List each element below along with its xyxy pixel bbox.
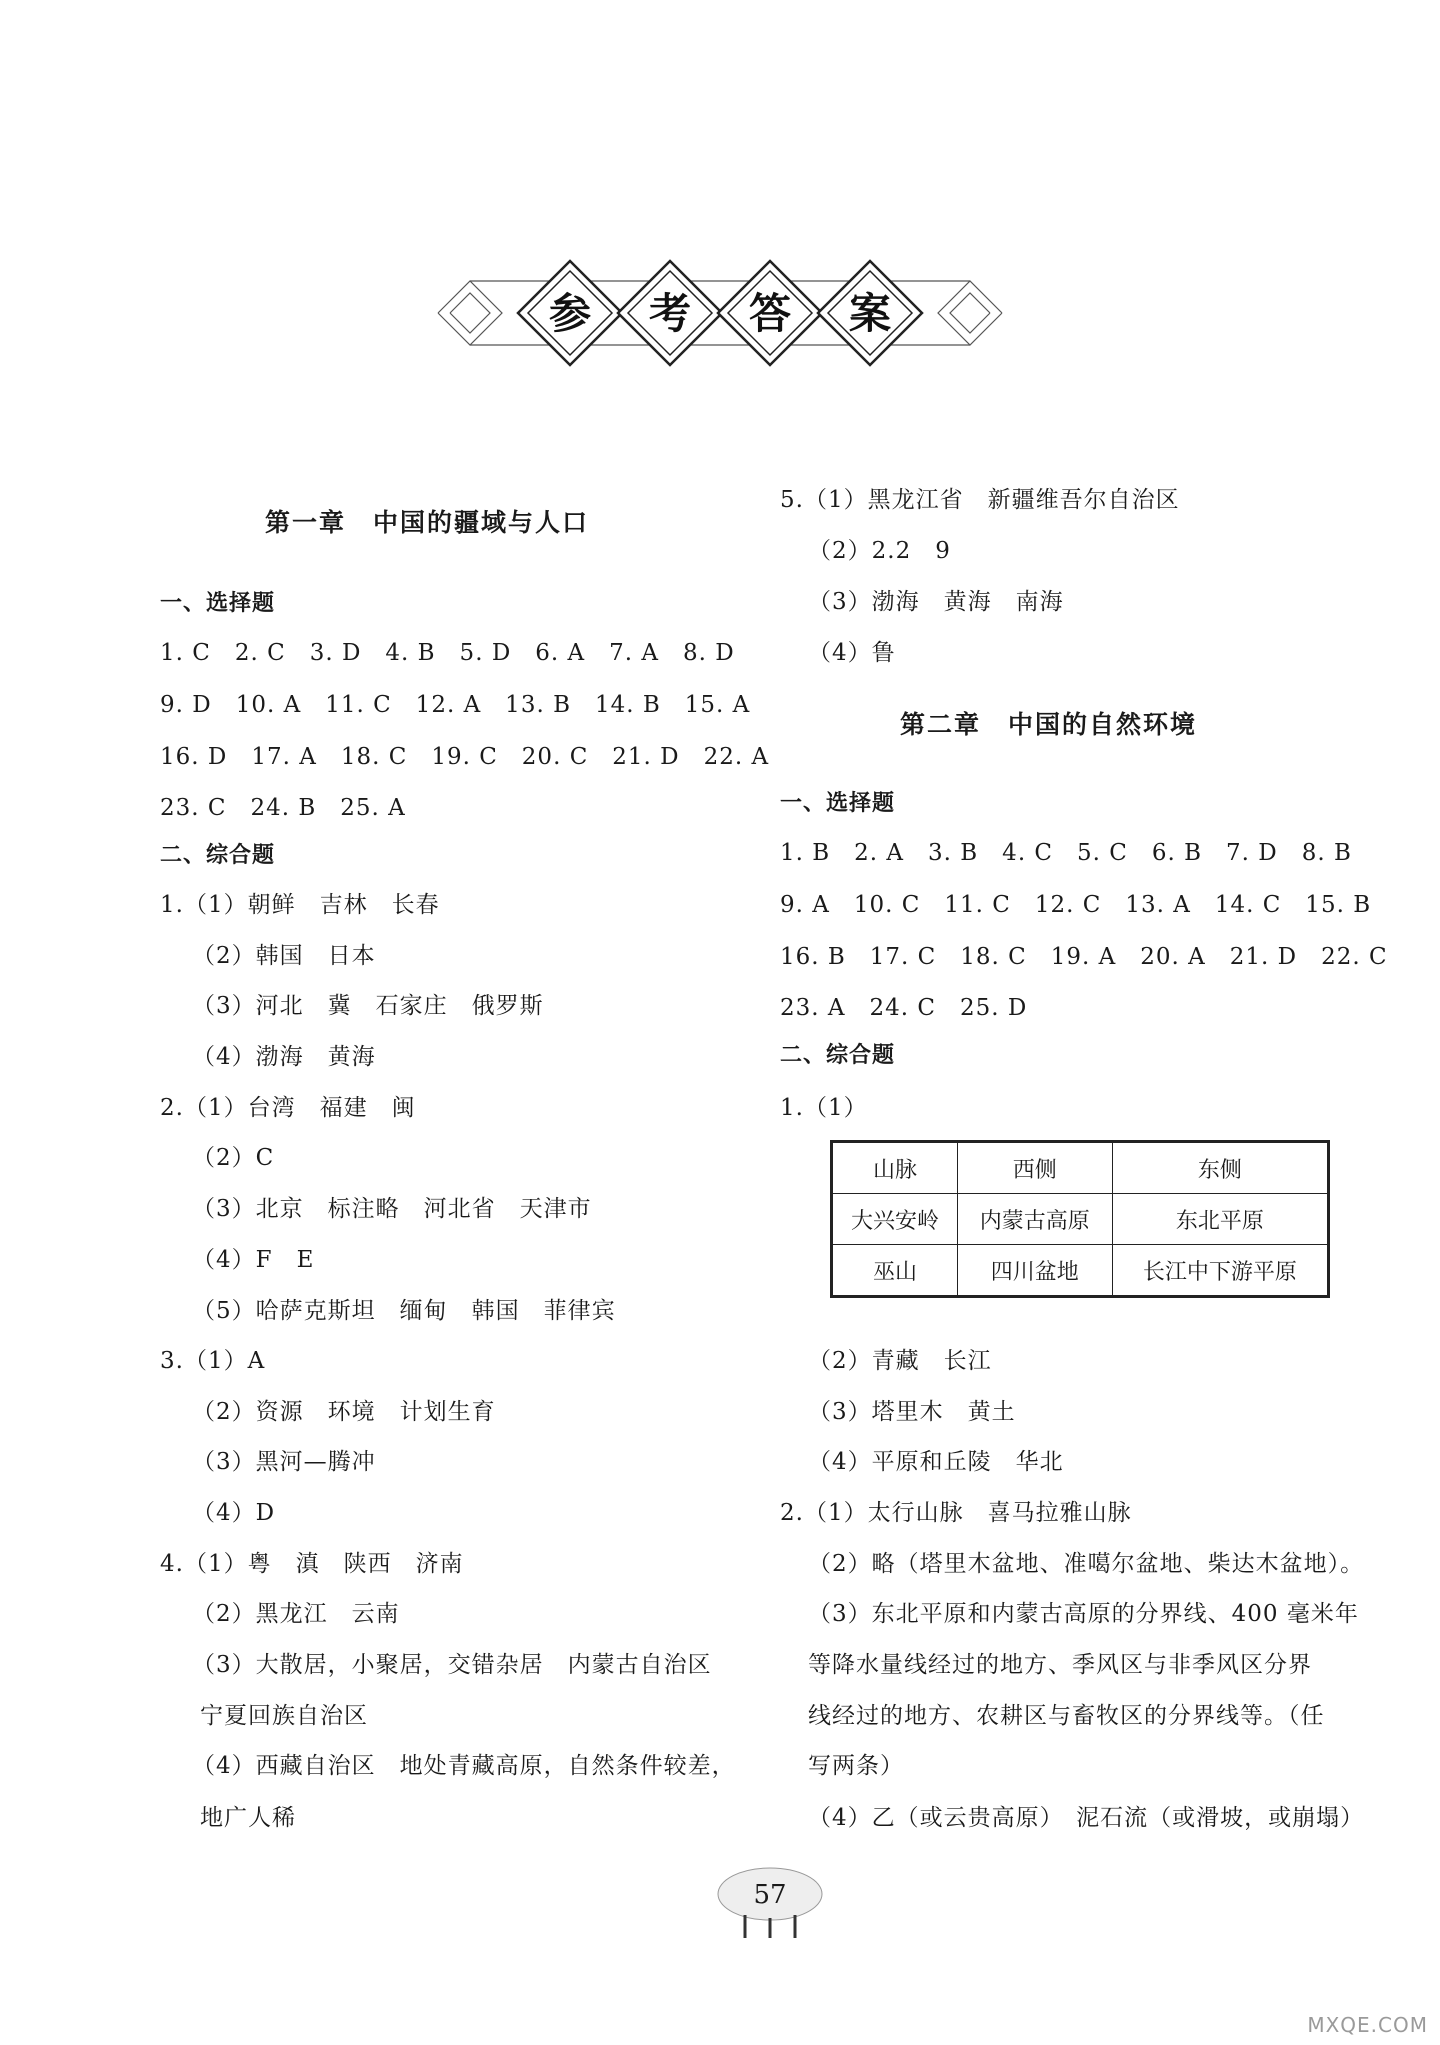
answer-line: （4）D xyxy=(192,1500,276,1526)
table-header-row xyxy=(832,1142,1329,1194)
answer-line: 线经过的地方、农耕区与畜牧区的分界线等。（任 xyxy=(808,1703,1325,1729)
banner-char: 考 xyxy=(648,289,692,338)
chapter1-section-choice: 一、选择题 xyxy=(160,590,276,616)
table-cell: 内蒙古高原 xyxy=(957,1194,1112,1245)
table-cell: 四川盆地 xyxy=(957,1245,1112,1297)
mc-answer-row: 1. B 2. A 3. B 4. C 5. C 6. B 7. D 8. B xyxy=(780,840,1352,866)
chapter2-section-comprehensive: 二、综合题 xyxy=(780,1042,896,1068)
answer-line: 4.（1）粤 滇 陕西 济南 xyxy=(160,1551,464,1577)
chapter1-title: 第一章 中国的疆域与人口 xyxy=(265,508,590,537)
q1-label: 1.（1） xyxy=(780,1095,868,1121)
answer-line: （2）C xyxy=(192,1145,275,1171)
chapter2-section-choice: 一、选择题 xyxy=(780,790,896,816)
answer-line: （3）塔里木 黄土 xyxy=(808,1399,1016,1425)
answer-line: 2.（1）太行山脉 喜马拉雅山脉 xyxy=(780,1500,1132,1526)
answer-key-banner xyxy=(430,248,1010,378)
answer-line: （3）东北平原和内蒙古高原的分界线、400 毫米年 xyxy=(808,1601,1359,1627)
answer-line: （2）韩国 日本 xyxy=(192,943,376,969)
answer-line: （3）黑河—腾冲 xyxy=(192,1449,376,1475)
banner-char: 参 xyxy=(548,289,592,338)
table-cell: 巫山 xyxy=(832,1245,958,1297)
page-number: 57 xyxy=(753,1880,787,1910)
chapter1-section-comprehensive: 二、综合题 xyxy=(160,842,276,868)
mountain-table xyxy=(830,1140,1330,1298)
table-row xyxy=(832,1245,1329,1297)
banner-char: 答 xyxy=(748,289,792,338)
answer-line: 写两条） xyxy=(808,1753,904,1779)
answer-line: 1.（1）朝鲜 吉林 长春 xyxy=(160,892,440,918)
mc-answer-row: 16. D 17. A 18. C 19. C 20. C 21. D 22. A xyxy=(160,744,770,770)
table-header: 山脉 xyxy=(832,1142,958,1194)
answer-line: （4）渤海 黄海 xyxy=(192,1044,376,1070)
answer-line: （2）青藏 长江 xyxy=(808,1348,992,1374)
answer-line: 地广人稀 xyxy=(200,1805,296,1831)
table-row xyxy=(832,1194,1329,1245)
answer-line: （2）资源 环境 计划生育 xyxy=(192,1399,496,1425)
mc-answer-row: 1. C 2. C 3. D 4. B 5. D 6. A 7. A 8. D xyxy=(160,640,735,666)
mc-answer-row: 23. C 24. B 25. A xyxy=(160,795,406,821)
mc-answer-row: 9. D 10. A 11. C 12. A 13. B 14. B 15. A xyxy=(160,692,751,718)
answer-line: 3.（1）A xyxy=(160,1348,266,1374)
mc-answer-row: 16. B 17. C 18. C 19. A 20. A 21. D 22. C xyxy=(780,944,1388,970)
banner-char: 案 xyxy=(848,289,892,338)
answer-line: （3）大散居，小聚居，交错杂居 内蒙古自治区 xyxy=(192,1652,712,1678)
answer-line: 宁夏回族自治区 xyxy=(200,1703,368,1729)
answer-line: 等降水量线经过的地方、季风区与非季风区分界 xyxy=(808,1652,1312,1678)
answer-line: （3）河北 冀 石家庄 俄罗斯 xyxy=(192,993,544,1019)
answer-line: （3）渤海 黄海 南海 xyxy=(808,589,1064,615)
table-cell: 长江中下游平原 xyxy=(1112,1245,1328,1297)
answer-line: （4）平原和丘陵 华北 xyxy=(808,1449,1064,1475)
answer-line: （4）西藏自治区 地处青藏高原，自然条件较差， xyxy=(192,1753,736,1779)
answer-line: 2.（1）台湾 福建 闽 xyxy=(160,1095,416,1121)
answer-line: （4）鲁 xyxy=(808,640,896,666)
chapter2-title: 第二章 中国的自然环境 xyxy=(900,710,1198,739)
table-header: 东侧 xyxy=(1112,1142,1328,1194)
table-header: 西侧 xyxy=(957,1142,1112,1194)
mc-answer-row: 23. A 24. C 25. D xyxy=(780,995,1028,1021)
watermark: MXQE.COM xyxy=(1307,2013,1428,2037)
answer-line: （5）哈萨克斯坦 缅甸 韩国 菲律宾 xyxy=(192,1298,616,1324)
answer-line: （3）北京 标注略 河北省 天津市 xyxy=(192,1196,592,1222)
table-cell: 东北平原 xyxy=(1112,1194,1328,1245)
answer-line: 5.（1）黑龙江省 新疆维吾尔自治区 xyxy=(780,487,1180,513)
table-cell: 大兴安岭 xyxy=(832,1194,958,1245)
answer-line: （2）黑龙江 云南 xyxy=(192,1601,400,1627)
mc-answer-row: 9. A 10. C 11. C 12. C 13. A 14. C 15. B xyxy=(780,892,1372,918)
answer-line: （2）2.2 9 xyxy=(808,538,951,564)
answer-line: （4）乙（或云贵高原） 泥石流（或滑坡，或崩塌） xyxy=(808,1805,1365,1831)
answer-line: （2）略（塔里木盆地、准噶尔盆地、柴达木盆地）。 xyxy=(808,1551,1365,1577)
answer-line: （4）F E xyxy=(192,1247,315,1273)
